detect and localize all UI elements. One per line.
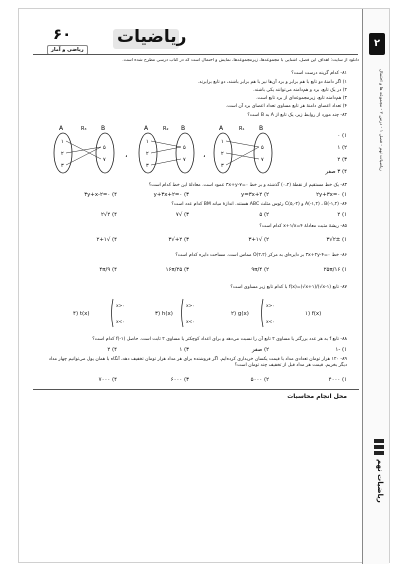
svg-text:،: ، (125, 150, 128, 159)
q87-option-2: ۲) g(x) (231, 311, 249, 317)
q82-option-3[interactable]: ۳) ۲ (337, 157, 347, 163)
q84-option-1[interactable]: ۱) ۲ (337, 212, 347, 218)
q83-option-4[interactable]: ۴) ۳y+x-۲=۰ (84, 192, 117, 198)
q82-option-4[interactable]: ۴) ۳ صفر (325, 169, 347, 175)
q88-option-2[interactable]: ۲) صفر (251, 347, 269, 353)
svg-text:A: A (59, 125, 64, 132)
svg-text:x>۰: x>۰ (116, 304, 125, 309)
q88-option-3[interactable]: ۳) ۱ (179, 347, 189, 353)
question-87: ۸۷- تابع f(x)=(√x+۱)/(√x-۱) با کدام تابع زیر مساوی است؟ (230, 285, 347, 290)
svg-text:x>۰: x>۰ (266, 304, 275, 309)
svg-text:۵: ۵ (183, 145, 186, 151)
q82-option-1[interactable]: ۱) ۰ (337, 133, 347, 139)
q83-option-1[interactable]: ۱) ۲y+۳x=۰ (316, 192, 347, 198)
q81-option-1: ۱) اگر دامنهٔ دو تابع با هم برابر و برد آن‌ها نیز با هم برابر باشند، دو تابع برابرند. (197, 80, 347, 85)
page-number: ۶۰ (53, 25, 72, 43)
q85-option-2[interactable]: ۲) √۳+۱ (248, 237, 269, 243)
sidebar-footer: ریاضیات نهم (376, 459, 384, 503)
exam-page (18, 8, 390, 563)
q83-option-3[interactable]: ۳) y+۳x+۲=۰ (153, 192, 189, 198)
svg-text:۷: ۷ (183, 157, 186, 163)
q89-option-4[interactable]: ۴) ۷۰۰۰ (98, 377, 117, 383)
svg-text:x>۰: x>۰ (186, 304, 195, 309)
svg-text:B: B (101, 125, 106, 132)
chapter-tab: ۲ (369, 33, 385, 55)
q85-option-3[interactable]: ۳) ۲+√۳ (168, 237, 189, 243)
q84-option-4[interactable]: ۴) ۲√۲ (101, 212, 117, 218)
svg-text:x<۰: x<۰ (266, 320, 275, 325)
q87-piecewise-options (33, 295, 333, 331)
relation-r1-label: R₁ (239, 126, 245, 132)
q86-option-2[interactable]: ۲) ۹π/۴ (251, 267, 269, 273)
question-89: ۸۹- ۱۲۰ هزار تومان تعدادی مداد با قیمت یکسان خریداری کرده‌ایم. اگر فروشنده برای هر مداد هزار تومان تخفیف دهد، آنگاه با همان پول می‌توانیم چهار مداد دیگر بخریم. قیمت هر مداد قبل از تخفیف چند تومان است؟ (48, 357, 347, 368)
calc-area-title: محل انجام محاسبات (287, 393, 347, 400)
q81-option-4: ۴) تعداد اعضای دامنهٔ هر تابع مساوی تعداد اعضای برد آن است. (225, 104, 347, 109)
q84-option-2[interactable]: ۲) ۵ (259, 212, 269, 218)
relations-diagram (33, 121, 283, 177)
question-86: ۸۶- خط ۰=۴-۳x+۲y بر دایره‌ای به مرکز O(۲،۲) مماس است. مساحت دایره کدام است؟ (175, 253, 347, 258)
q89-option-3[interactable]: ۳) ۶۰۰۰ (170, 377, 189, 383)
q89-option-2[interactable]: ۲) ۵۰۰۰ (250, 377, 269, 383)
question-88: ۸۸- تابع f به هر عدد بزرگتر یا مساوی ۲ تابع آن را نسبت می‌دهد و برای اعداد کوچکتر یا مساوی ۲ ثابت است. حاصل f(-۱) کدام است؟ (92, 337, 347, 342)
right-sidebar (362, 9, 389, 564)
q82-option-2[interactable]: ۲) ۱ (337, 145, 347, 151)
svg-text:۲: ۲ (221, 151, 224, 157)
question-81: ۸۱- کدام گزینه درست است؟ (291, 71, 347, 76)
svg-text:x<۰: x<۰ (186, 320, 195, 325)
svg-text:۵: ۵ (103, 145, 106, 151)
svg-text:۳: ۳ (61, 163, 64, 169)
q81-option-3: ۳) هم‌دامنه تابع، زیرمجموعه‌ای از برد تابع است. (256, 96, 347, 101)
svg-text:۲: ۲ (146, 151, 149, 157)
q87-option-3: ۳) h(x) (155, 311, 173, 317)
relation-r1 (214, 125, 272, 173)
svg-text:،: ، (203, 150, 206, 159)
svg-text:۳: ۳ (221, 163, 224, 169)
relation-r3 (54, 125, 114, 173)
q86-option-4[interactable]: ۴) ۴π/۹ (99, 267, 117, 273)
q89-option-1[interactable]: ۱) ۴۰۰۰ (328, 377, 347, 383)
q85-option-1[interactable]: ۱) ۲±√۳ (326, 237, 347, 243)
svg-text:۱: ۱ (146, 139, 149, 145)
svg-text:۵: ۵ (261, 145, 264, 151)
set-a-label: A (219, 125, 224, 132)
q83-option-2[interactable]: ۲) y=۳x+۲ (241, 192, 269, 198)
q88-option-1[interactable]: ۱) -۱ (335, 347, 347, 353)
q86-option-3[interactable]: ۳) ۱۶π/۲۵ (165, 267, 189, 273)
svg-text:A: A (144, 125, 149, 132)
q84-option-3[interactable]: ۳) √۷ (175, 212, 189, 218)
svg-text:x<۰: x<۰ (116, 320, 125, 325)
page-title: ریاضیات (117, 27, 187, 47)
svg-text:R₂: R₂ (163, 126, 169, 132)
svg-text:۷: ۷ (261, 157, 264, 163)
intro-strip: دانلود از سایت: اهداف این فصل، آشنایی با مجموعه‌ها، زیرمجموعه‌ها، نمایش و احتمال است که در کتاب درسی مطرح شده است. (122, 58, 359, 63)
page-header (35, 27, 358, 53)
q88-option-4[interactable]: ۴) ۲ (107, 347, 117, 353)
svg-text:B: B (181, 125, 186, 132)
sidebar-marks (374, 439, 384, 457)
question-84: ۸۴- A(-۱,۲) ، B(-۱,۲) و C(۵,-۲) رئوس مثلث ABC هستند. اندازهٔ میانه BM کدام عدد است؟ (171, 202, 347, 207)
q81-option-2: ۲) در یک تابع، برد و هم‌دامنه می‌توانند یکی باشند. (253, 88, 347, 93)
svg-text:۱: ۱ (61, 139, 64, 145)
sidebar-text: ریاضیات نهم - فصل ۱ - درس ۲ - مجموعه ها و احتمال (378, 69, 383, 171)
header-divider (33, 54, 358, 55)
set-b-label: B (259, 125, 264, 132)
svg-text:۷: ۷ (103, 157, 106, 163)
question-85: ۸۵- ریشهٔ مثبت معادلهٔ x+۱/x=۴ کدام است؟ (259, 224, 347, 229)
q87-option-4: ۴) t(x) (73, 311, 90, 317)
relation-r2 (139, 125, 194, 173)
svg-text:۳: ۳ (146, 163, 149, 169)
question-83: ۸۳- یک خط مستقیم از نقطهٔ (۰،۲) گذشته و بر خط ۰=۷-۳x+y عمود است. معادلهٔ این خط کدام است؟ (148, 183, 347, 188)
svg-text:۱: ۱ (221, 139, 224, 145)
svg-text:R₃: R₃ (81, 126, 87, 132)
svg-text:۲: ۲ (61, 151, 64, 157)
q85-option-4[interactable]: ۴) √۲+۱ (96, 237, 117, 243)
subject-badge: ریاضی و آمار (47, 45, 88, 55)
q86-option-1[interactable]: ۱) ۲۵π/۱۶ (323, 267, 347, 273)
question-82: ۸۲- چند مورد از روابط زیر، یک تابع از A به B است؟ (247, 113, 347, 118)
calc-divider (33, 389, 359, 390)
q87-option-1: ۱) f(x) (305, 311, 322, 317)
